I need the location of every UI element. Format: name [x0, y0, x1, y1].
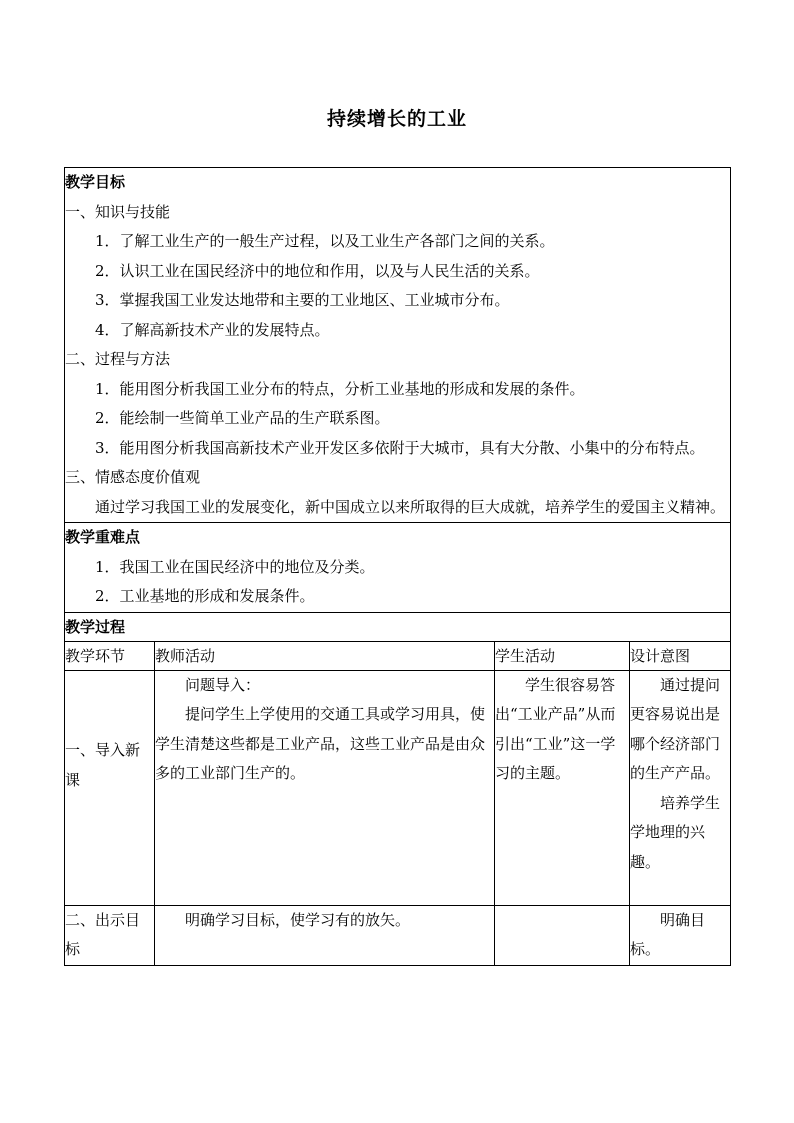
- stage-cell: 一、导入新课: [65, 670, 155, 905]
- section-label: 二、过程与方法: [65, 350, 171, 368]
- objectives-heading: 教学目标: [65, 173, 126, 191]
- column-header-stage: 教学环节: [65, 641, 155, 670]
- student-activity-text: 学生很容易答出“工业产品”从而引出“工业”这一学习的主题。: [495, 675, 616, 782]
- objective-item: 3．能用图分析我国高新技术产业开发区多依附于大城市，具有大分散、小集中的分布特点。: [95, 438, 705, 457]
- design-intent-text: 通过提问更容易说出是哪个经济部门的生产产品。: [630, 675, 721, 782]
- objective-item: 通过学习我国工业的发展变化，新中国成立以来所取得的巨大成就，培养学生的爱国主义精神。: [95, 497, 726, 516]
- process-heading-row: [65, 612, 731, 641]
- process-heading: 教学过程: [65, 612, 731, 641]
- column-header-student: 学生活动: [495, 641, 630, 670]
- key-points-heading: 教学重难点: [65, 528, 141, 546]
- lesson-plan-table: [64, 167, 731, 966]
- column-header-intent: 设计意图: [630, 641, 731, 670]
- objectives-row: [65, 168, 731, 523]
- teacher-activity-cell: [155, 670, 495, 905]
- objective-item: 2．认识工业在国民经济中的地位和作用，以及与人民生活的关系。: [95, 261, 540, 280]
- student-activity-cell: [495, 670, 630, 905]
- column-header-teacher: 教师活动: [155, 641, 495, 670]
- stage-cell: 二、出示目标: [65, 905, 155, 965]
- design-intent-cell: [630, 670, 731, 905]
- section-label: 三、情感态度价值观: [65, 468, 201, 486]
- objective-item: 1．能用图分析我国工业分布的特点，分析工业基地的形成和发展的条件。: [95, 379, 585, 398]
- objective-item: 3．掌握我国工业发达地带和主要的工业地区、工业城市分布。: [95, 291, 510, 309]
- key-points-row: [65, 523, 731, 613]
- objective-item: 2．能绘制一些简单工业产品的生产联系图。: [95, 409, 390, 427]
- design-intent-text: 培养学生学地理的兴趣。: [630, 793, 721, 871]
- objective-item: 4．了解高新技术产业的发展特点。: [95, 320, 330, 339]
- key-points-section: [65, 523, 731, 613]
- objectives-section: [65, 168, 731, 523]
- table-row: [65, 670, 731, 905]
- teacher-activity-cell: [155, 905, 495, 965]
- design-intent-text: 明确目标。: [630, 910, 706, 958]
- teacher-activity-text: 问题导入：: [185, 675, 261, 694]
- teacher-activity-text: 明确学习目标，使学习有的放矢。: [185, 910, 411, 929]
- key-point-item: 1．我国工业在国民经济中的地位及分类。: [95, 557, 375, 576]
- table-row: [65, 905, 731, 965]
- student-activity-cell: [495, 905, 630, 965]
- objective-item: 1．了解工业生产的一般生产过程，以及工业生产各部门之间的关系。: [95, 232, 555, 250]
- design-intent-cell: [630, 905, 731, 965]
- teacher-activity-text: 提问学生上学使用的交通工具或学习用具，使学生清楚这些都是工业产品，这些工业产品是由众多的工业部门生产的。: [155, 705, 486, 782]
- section-label: 一、知识与技能: [65, 202, 171, 221]
- key-point-item: 2．工业基地的形成和发展条件。: [95, 587, 315, 605]
- document-title: 持续增长的工业: [326, 108, 467, 130]
- process-column-headers: [65, 641, 731, 670]
